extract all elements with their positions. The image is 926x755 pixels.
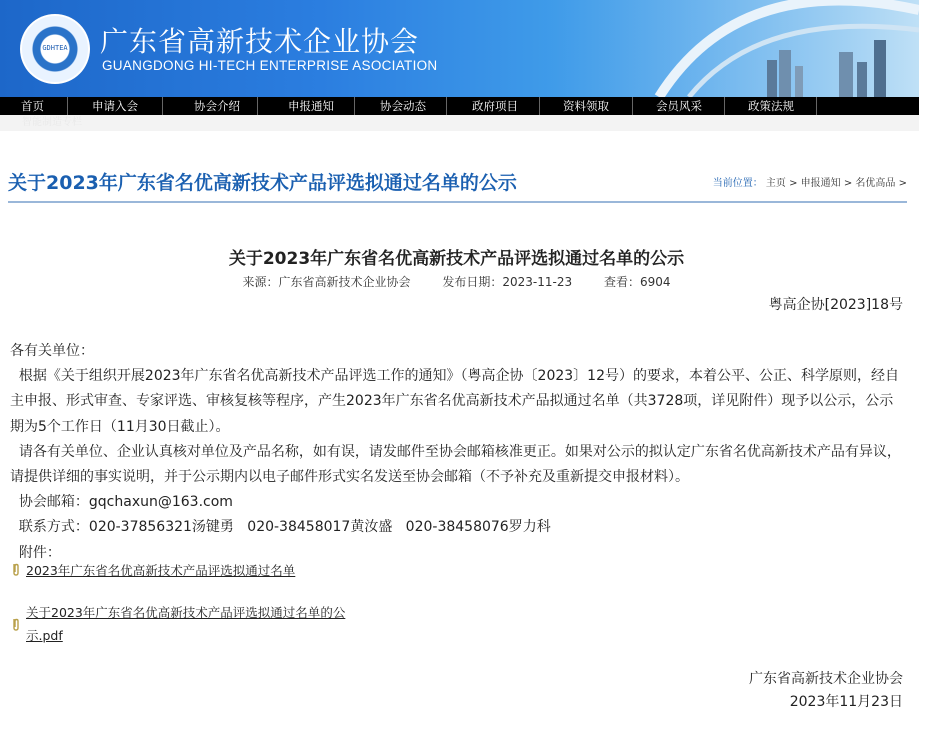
banner-decoration: [539, 0, 919, 97]
contact-email: 协会邮箱：gqchaxun@163.com: [10, 494, 233, 511]
nav-item-news[interactable]: 协会动态: [355, 97, 447, 115]
breadcrumb-sep: >: [843, 178, 853, 189]
breadcrumb-category[interactable]: 名优高品: [855, 178, 896, 189]
nav-item-about[interactable]: 协会介绍: [163, 97, 258, 115]
breadcrumb-notices[interactable]: 申报通知: [800, 178, 841, 189]
article-date: 发布日期：2023-11-23: [442, 275, 573, 289]
nav-item-home[interactable]: 首页: [0, 97, 68, 115]
nav-item-downloads[interactable]: 资料领取: [540, 97, 633, 115]
contact-phones: 联系方式：020-37856321汤键勇 020-38458017黄汝盛 020-38458076罗力科: [10, 519, 551, 536]
signature-org: 广东省高新技术企业协会: [749, 671, 903, 687]
paragraph-2: 请各有关单位、企业认真核对单位及产品名称，如有误，请发邮件至协会邮箱核准更正。如果对公示的拟认定广东省名优高新技术产品有异议，请提供详细的事实说明，并于公示期内以电子邮件形式实名发送至协会邮箱（不予补充及重新提交申报材料）。: [10, 443, 901, 486]
nav-item-join[interactable]: 申请入会: [68, 97, 163, 115]
article-source: 来源：广东省高新技术企业协会: [242, 275, 411, 289]
paperclip-icon: [11, 562, 21, 576]
nav-item-smart-manufacturing[interactable]: 智能制造专栏: [22, 117, 82, 128]
main-nav: [0, 97, 919, 115]
attachment-link-2-line2[interactable]: 示.pdf: [26, 628, 63, 643]
article-meta: [0, 273, 913, 290]
salutation: 各有关单位：: [10, 343, 94, 359]
article-body: [10, 339, 905, 566]
org-name-cn: 广东省高新技术企业协会: [100, 25, 420, 58]
paperclip-icon: [11, 617, 21, 631]
attachment-link-1[interactable]: 2023年广东省名优高新技术产品评选拟通过名单: [26, 563, 296, 578]
logo-text: GDHTEA: [42, 44, 68, 52]
nav-item-notices[interactable]: 申报通知: [258, 97, 355, 115]
breadcrumb-sep: >: [789, 178, 798, 189]
doc-number: 粤高企协[2023]18号: [768, 297, 903, 313]
paragraph-1: 根据《关于组织开展2023年广东省名优高新技术产品评选工作的通知》（粤高企协〔2023〕12号）的要求，本着公平、公正、科学原则，经自主申报、形式审查、专家评选、审核复核等程序，产生2023年广东省名优高新技术产品拟通过名单（共3728项，详见附件）现予以公示，公示期为5个工作日（11月30日截止）。: [10, 368, 899, 435]
header-banner: [0, 0, 919, 97]
breadcrumb: [713, 174, 907, 189]
attachments-label: 附件：: [10, 544, 61, 561]
sub-nav: [0, 115, 919, 131]
breadcrumb-label: 当前位置：: [712, 178, 763, 189]
org-name-en: GUANGDONG HI-TECH ENTERPRISE ASOCIATION: [102, 58, 438, 73]
page-title: 关于2023年广东省名优高新技术产品评选拟通过名单的公示: [8, 172, 517, 194]
attachment-link-2-line1[interactable]: 关于2023年广东省名优高新技术产品评选拟通过名单的公: [26, 605, 346, 620]
heading-divider: [8, 201, 907, 203]
signature-date: 2023年11月23日: [789, 694, 903, 710]
breadcrumb-sep: >: [898, 178, 907, 189]
article-views: 查看：6904: [603, 275, 671, 289]
nav-item-policies[interactable]: 政策法规: [725, 97, 817, 115]
article-title: 关于2023年广东省名优高新技术产品评选拟通过名单的公示: [228, 249, 685, 269]
org-logo[interactable]: [20, 14, 90, 84]
breadcrumb-home[interactable]: 主页: [765, 178, 786, 189]
nav-item-gov-projects[interactable]: 政府项目: [447, 97, 540, 115]
nav-item-members[interactable]: 会员风采: [633, 97, 725, 115]
